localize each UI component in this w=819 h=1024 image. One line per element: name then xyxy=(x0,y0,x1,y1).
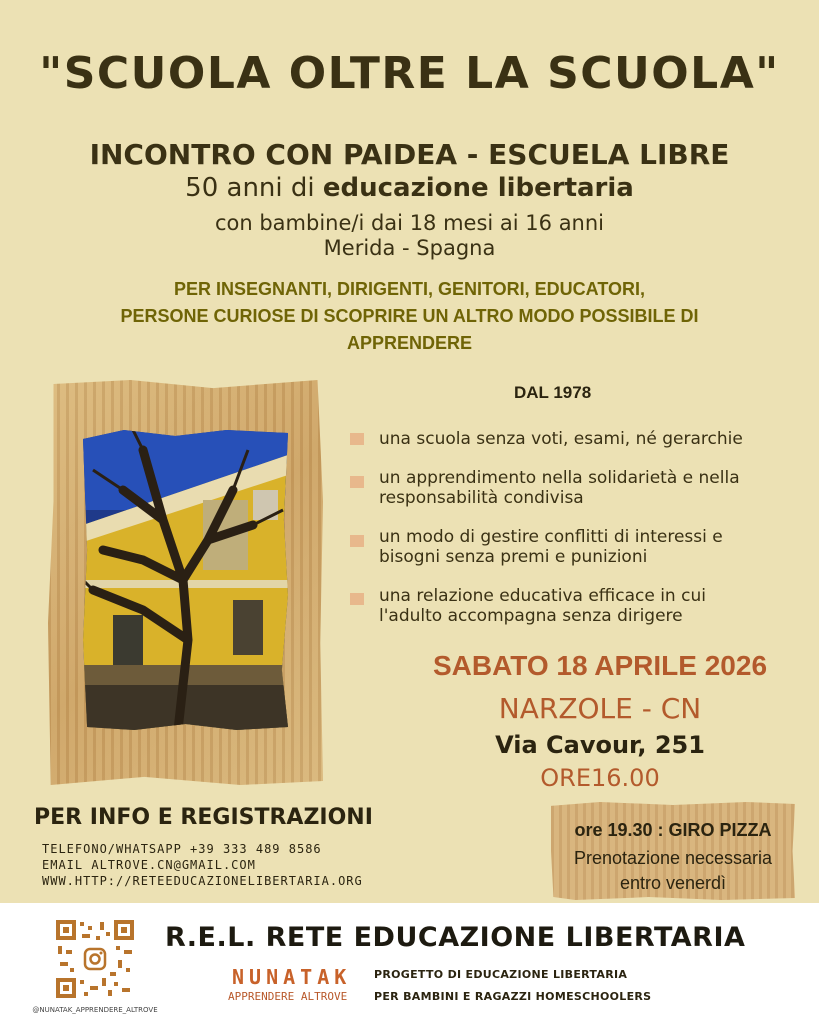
bullet-item: una scuola senza voti, esami, né gerarchie xyxy=(379,429,743,449)
bullet-icon xyxy=(350,593,364,605)
subtitle-anniversary-prefix: 50 anni di xyxy=(185,173,323,203)
event-address: Via Cavour, 251 xyxy=(495,731,705,759)
main-title: "SCUOLA OLTRE LA SCUOLA" xyxy=(39,48,780,99)
subtitle-anniversary xyxy=(0,173,819,203)
nunatak-logo: NUNATAK xyxy=(232,965,352,989)
event-date: SABATO 18 APRILE 2026 xyxy=(432,650,768,681)
subtitle-ages: con bambine/i dai 18 mesi ai 16 anni xyxy=(214,211,605,235)
event-time: ORE16.00 xyxy=(540,764,660,792)
info-phone[interactable]: TELEFONO/WHATSAPP +39 333 489 8586 xyxy=(42,842,322,856)
pizza-deadline: entro venerdì xyxy=(619,873,727,893)
info-title: PER INFO E REGISTRAZIONI xyxy=(34,805,373,830)
event-city: NARZOLE - CN xyxy=(498,692,702,725)
subtitle-anniversary-bold: educazione libertaria xyxy=(322,173,634,203)
pizza-note: Prenotazione necessaria xyxy=(573,848,773,868)
project-description: PROGETTO DI EDUCAZIONE LIBERTARIA xyxy=(374,968,628,981)
info-website[interactable]: WWW.HTTP://RETEEDUCAZIONELIBERTARIA.ORG xyxy=(42,874,363,888)
subtitle-location: Merida - Spagna xyxy=(323,236,496,260)
bullet-icon xyxy=(350,433,364,445)
info-email[interactable]: EMAIL ALTROVE.CN@GMAIL.COM xyxy=(42,858,256,872)
audience-line: PER INSEGNANTI, DIRIGENTI, GENITORI, EDUCATORI, xyxy=(173,279,646,299)
subtitle-meeting: INCONTRO CON PAIDEA - ESCUELA LIBRE xyxy=(89,138,730,171)
audience-line: PERSONE CURIOSE DI SCOPRIRE UN ALTRO MODO POSSIBILE DI xyxy=(120,306,699,326)
bullet-item: una relazione educativa efficace in cui l'adulto accompagna senza dirigere xyxy=(379,586,706,626)
pizza-title: ore 19.30 : GIRO PIZZA xyxy=(574,820,772,840)
bullet-item: un modo di gestire conflitti di interessi e bisogni senza premi e punizioni xyxy=(379,527,723,567)
nunatak-tagline: APPRENDERE ALTROVE xyxy=(228,990,348,1003)
since-label: DAL 1978 xyxy=(514,383,592,402)
qr-caption: @NUNATAK_APPRENDERE_ALTROVE xyxy=(32,1006,158,1014)
rel-title: R.E.L. RETE EDUCAZIONE LIBERTARIA xyxy=(165,922,746,953)
qr-code[interactable] xyxy=(56,920,134,998)
school-photo xyxy=(83,430,288,730)
audience-line: APPRENDERE xyxy=(346,333,473,353)
bullet-icon xyxy=(350,535,364,547)
project-audience: PER BAMBINI E RAGAZZI HOMESCHOOLERS xyxy=(374,990,652,1003)
bullet-icon xyxy=(350,476,364,488)
school-photo-image xyxy=(83,430,288,730)
bullet-item: un apprendimento nella solidarietà e nella responsabilità condivisa xyxy=(379,468,740,508)
